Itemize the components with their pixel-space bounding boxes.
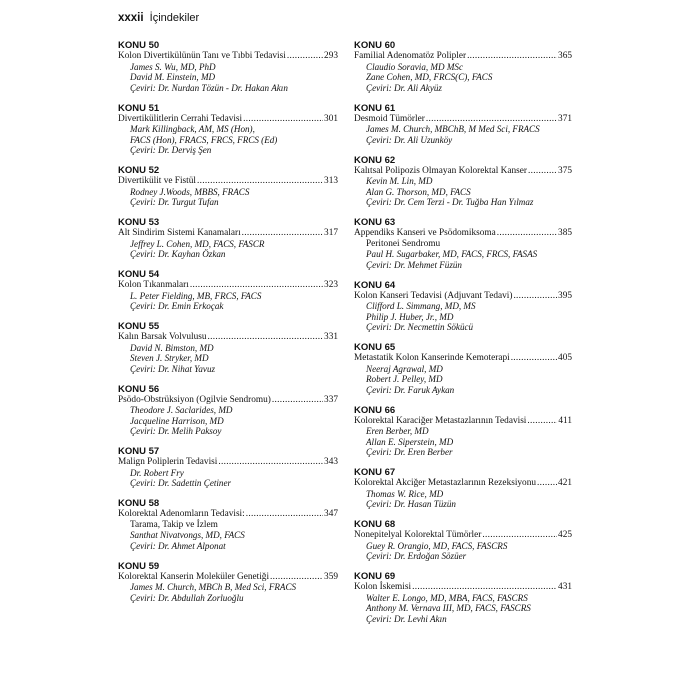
- author-line: FACS (Hon), FRACS, FRCS, FRCS (Ed): [130, 134, 278, 145]
- toc-column-right: [354, 40, 572, 634]
- toc-title-row[interactable]: [118, 509, 338, 520]
- author-line: Çeviri: Dr. Eren Berber: [366, 447, 453, 457]
- author-line: Çeviri: Dr. Levhi Akın: [366, 613, 447, 624]
- dot-leader: [537, 478, 557, 489]
- toc-title-row[interactable]: [118, 114, 338, 125]
- author-line: Çeviri: Dr. Hasan Tüzün: [366, 499, 456, 509]
- toc-title-row[interactable]: [354, 166, 572, 177]
- toc-entry: [118, 561, 338, 604]
- toc-title-row[interactable]: [354, 114, 572, 125]
- page-ref: 293: [324, 51, 338, 61]
- dot-leader: [208, 332, 324, 343]
- page-ref: 337: [324, 394, 338, 405]
- toc-title-row[interactable]: [354, 291, 572, 302]
- author-line: Walter E. Longo, MD, MBA, FACS, FASCRS: [366, 592, 528, 603]
- dot-leader: [426, 114, 557, 125]
- toc-title-row[interactable]: [118, 332, 338, 343]
- toc-entry: [354, 405, 572, 458]
- dot-leader: [270, 572, 323, 583]
- page-ref: 359: [324, 571, 338, 582]
- topic-label: KONU 64: [354, 279, 396, 291]
- page-ref: 331: [324, 332, 338, 342]
- toc-column-left: [118, 40, 338, 613]
- toc-title-row[interactable]: [354, 51, 572, 62]
- page-ref: 347: [324, 509, 338, 519]
- page-title: İçindekiler: [149, 12, 200, 24]
- toc-entry: [118, 103, 338, 156]
- chapter-title[interactable]: Kalın Barsak Volvulusu: [118, 332, 207, 342]
- toc-title-row[interactable]: [354, 530, 572, 541]
- chapter-title[interactable]: Divertikülit ve Fistül: [118, 176, 196, 186]
- author-line: James M. Church, MBChB, M Med Sci, FRACS: [366, 124, 540, 134]
- toc-title-row[interactable]: [354, 353, 572, 364]
- author-line: Çeviri: Dr. Sadettin Çetiner: [130, 478, 232, 488]
- page-number: xxxii: [118, 12, 144, 24]
- toc-entry: [118, 446, 338, 489]
- author-line: Steven J. Stryker, MD: [130, 353, 209, 363]
- chapter-title[interactable]: Metastatik Kolon Kanserinde Kemoterapi: [354, 353, 510, 363]
- page-ref: 343: [324, 457, 338, 467]
- author-line: Eren Berber, MD: [366, 426, 429, 436]
- page-ref: 425: [558, 530, 572, 540]
- toc-entry: [118, 40, 338, 93]
- topic-label: KONU 57: [118, 446, 160, 457]
- topic-label: KONU 52: [118, 165, 160, 176]
- author-line: Mark Killingback, AM, MS (Hon),: [130, 124, 255, 134]
- author-line: Çeviri: Dr. Melih Paksoy: [130, 426, 222, 436]
- dot-leader: [482, 530, 557, 541]
- chapter-title[interactable]: Familial Adenomatöz Polipler: [354, 51, 467, 61]
- topic-label: KONU 58: [118, 498, 160, 509]
- topic-label: KONU 54: [118, 269, 160, 280]
- chapter-title[interactable]: Psödo-Obstrüksiyon (Ogilvie Sendromu): [118, 394, 271, 405]
- dot-leader: [218, 457, 323, 468]
- author-line: Çeviri: Dr. Erdoğan Sözüer: [366, 551, 467, 561]
- toc-entry: [354, 519, 572, 562]
- page-ref: 365: [558, 51, 572, 61]
- author-line: Clifford L. Simmang, MD, MS: [366, 301, 476, 311]
- topic-label: KONU 63: [354, 217, 396, 228]
- author-line: Paul H. Sugarbaker, MD, FACS, FRCS, FASAS: [366, 249, 538, 259]
- toc-entry: [354, 217, 572, 270]
- dot-leader: [243, 114, 323, 125]
- topic-label: KONU 61: [354, 102, 396, 114]
- author-line: Çeviri: Dr. Mehmet Füzün: [366, 259, 462, 270]
- author-line: Çeviri: Dr. Abdullah Zorluoğlu: [130, 592, 244, 603]
- topic-label: KONU 59: [118, 560, 160, 572]
- chapter-title[interactable]: Kolorektal Adenomların Tedavisi:: [118, 509, 245, 519]
- dot-leader: [511, 353, 557, 364]
- topic-label: KONU 62: [354, 154, 396, 166]
- author-line: Guey R. Orangio, MD, FACS, FASCRS: [366, 540, 508, 551]
- author-line: Santhat Nivatvongs, MD, FACS: [130, 530, 245, 540]
- author-line: Çeviri: Dr. Turgut Tufan: [130, 197, 219, 207]
- topic-label: KONU 67: [354, 467, 396, 478]
- toc-title-row[interactable]: [354, 582, 572, 593]
- author-line: Kevin M. Lin, MD: [366, 176, 433, 186]
- author-line: James S. Wu, MD, PhD: [130, 61, 216, 72]
- author-line: Çeviri: Dr. Ali Akyüz: [366, 82, 442, 93]
- chapter-title[interactable]: Kolon Divertikülünün Tanı ve Tıbbi Tedavisi: [118, 51, 286, 61]
- toc-title-row[interactable]: [118, 572, 338, 583]
- chapter-title[interactable]: Appendiks Kanseri ve Psödomiksoma: [354, 228, 496, 238]
- page-ref: 411: [558, 415, 572, 426]
- topic-label: KONU 66: [354, 404, 396, 416]
- author-line: Theodore J. Saclarides, MD: [130, 405, 233, 415]
- author-line: Thomas W. Rice, MD: [366, 488, 444, 499]
- chapter-title[interactable]: Kolorektal Karaciğer Metastazlarının Tedavisi: [354, 415, 527, 426]
- toc-title-row[interactable]: [118, 395, 338, 406]
- author-line: Claudio Soravia, MD MSc: [366, 61, 463, 72]
- topic-label: KONU 53: [118, 217, 160, 228]
- author-line: Anthony M. Vernava III, MD, FACS, FASCRS: [366, 603, 531, 613]
- page-ref: 317: [324, 228, 338, 238]
- chapter-title[interactable]: Divertikülitlerin Cerrahi Tedavisi: [118, 113, 243, 124]
- toc-title-row[interactable]: [118, 176, 338, 187]
- author-line: Çeviri: Dr. Derviş Şen: [130, 145, 212, 155]
- topic-label: KONU 56: [118, 383, 160, 395]
- author-line: Çeviri: Dr. Cem Terzi - Dr. Tuğba Han Yılmaz: [366, 197, 534, 207]
- author-line: Neeraj Agrawal, MD: [366, 363, 443, 374]
- author-line: Allan E. Siperstein, MD: [366, 436, 454, 447]
- topic-label: KONU 65: [354, 342, 396, 353]
- chapter-title[interactable]: Nonepitelyal Kolorektal Tümörler: [354, 530, 482, 540]
- chapter-title[interactable]: Alt Sindirim Sistemi Kanamaları: [118, 228, 241, 238]
- dot-leader: [528, 166, 557, 177]
- dot-leader: [190, 280, 323, 291]
- author-line: David M. Einstein, MD: [130, 72, 216, 82]
- dot-leader: [287, 51, 323, 62]
- author-line: Robert J. Pelley, MD: [366, 374, 443, 384]
- page-ref: 301: [324, 113, 338, 124]
- chapter-title[interactable]: Kolon İskemisi: [354, 582, 412, 592]
- dot-leader: [467, 51, 557, 62]
- page-ref: 405: [558, 353, 572, 363]
- toc-entry: [354, 155, 572, 208]
- topic-label: KONU 51: [118, 102, 160, 114]
- page-ref: 371: [558, 113, 572, 124]
- chapter-title[interactable]: Kalıtsal Polipozis Olmayan Kolorektal Kanser: [354, 165, 527, 176]
- author-line: Çeviri: Dr. Kayhan Özkan: [130, 249, 226, 259]
- author-line: Çeviri: Dr. Nurdan Tözün - Dr. Hakan Akın: [130, 82, 288, 93]
- chapter-title[interactable]: Kolorektal Kanserin Moleküler Genetiği: [118, 571, 270, 582]
- toc-title-row[interactable]: [354, 416, 572, 427]
- toc-entry: [118, 384, 338, 437]
- topic-label: KONU 69: [354, 571, 396, 582]
- author-line: Çeviri: Dr. Necmettin Sökücü: [366, 322, 474, 332]
- page-ref: 395: [558, 290, 572, 301]
- chapter-title[interactable]: Malign Poliplerin Tedavisi: [118, 457, 218, 467]
- author-line: Alan G. Thorson, MD, FACS: [366, 186, 471, 197]
- dot-leader: [513, 291, 557, 302]
- dot-leader: [527, 416, 557, 427]
- chapter-title[interactable]: Kolon Tıkanmaları: [118, 280, 189, 290]
- author-line: Zane Cohen, MD, FRCS(C), FACS: [366, 72, 493, 82]
- toc-entry: [354, 40, 572, 93]
- page-ref: 385: [558, 228, 572, 238]
- chapter-title[interactable]: Kolorektal Akciğer Metastazlarının Rezeksiyonu: [354, 478, 537, 488]
- author-line: Çeviri: Dr. Ahmet Alponat: [130, 540, 226, 551]
- author-line: Rodney J.Woods, MBBS, FRACS: [130, 186, 250, 197]
- author-line: Çeviri: Dr. Ali Uzunköy: [366, 134, 453, 145]
- page-ref: 421: [558, 478, 572, 488]
- toc-title-row[interactable]: [118, 228, 338, 239]
- author-line: L. Peter Fielding, MB, FRCS, FACS: [130, 290, 262, 301]
- dot-leader: [272, 395, 323, 406]
- topic-label: KONU 68: [354, 519, 396, 530]
- toc-entry: [354, 571, 572, 624]
- dot-leader: [197, 176, 323, 187]
- dot-leader: [497, 228, 557, 239]
- page-header: [118, 12, 199, 24]
- toc-title-row[interactable]: [118, 457, 338, 468]
- author-line: Philip J. Huber, Jr., MD: [366, 311, 454, 322]
- author-line: Jeffrey L. Cohen, MD, FACS, FASCR: [130, 238, 265, 249]
- page-ref: 375: [558, 165, 572, 176]
- topic-label: KONU 50: [118, 40, 160, 51]
- toc-title-row[interactable]: [354, 478, 572, 489]
- author-line: Çeviri: Dr. Nihat Yavuz: [130, 363, 216, 374]
- toc-title-row[interactable]: [118, 51, 338, 62]
- author-line: Jacqueline Harrison, MD: [130, 415, 224, 426]
- topic-label: KONU 55: [118, 321, 160, 332]
- dot-leader: [242, 228, 323, 239]
- toc-entry: [354, 467, 572, 510]
- page-ref: 313: [324, 176, 338, 186]
- toc-title-row[interactable]: [354, 228, 572, 239]
- toc-entry: [118, 498, 338, 551]
- dot-leader: [246, 509, 323, 520]
- toc-title-row[interactable]: [118, 280, 338, 291]
- toc-entry: [118, 165, 338, 208]
- chapter-subtitle: Peritonei Sendromu: [366, 238, 441, 249]
- topic-label: KONU 60: [354, 40, 396, 51]
- toc-entry: [118, 321, 338, 374]
- toc-entry: [354, 103, 572, 146]
- chapter-subtitle: Tarama, Takip ve İzlem: [130, 519, 218, 530]
- chapter-title[interactable]: Desmoid Tümörler: [354, 113, 425, 124]
- author-line: James M. Church, MBCh B, Med Sci, FRACS: [130, 582, 297, 592]
- author-line: Çeviri: Dr. Emin Erkoçak: [130, 301, 224, 311]
- toc-entry: [118, 269, 338, 312]
- toc-entry: [118, 217, 338, 260]
- toc-entry: [354, 280, 572, 333]
- toc-entry: [354, 342, 572, 395]
- author-line: Çeviri: Dr. Faruk Aykan: [366, 384, 455, 395]
- page-ref: 323: [324, 280, 338, 290]
- chapter-title[interactable]: Kolon Kanseri Tedavisi (Adjuvant Tedavi): [354, 290, 513, 301]
- page-ref: 431: [558, 582, 572, 592]
- author-line: Dr. Robert Fry: [130, 467, 184, 478]
- author-line: David N. Bimston, MD: [130, 342, 214, 353]
- dot-leader: [412, 582, 557, 593]
